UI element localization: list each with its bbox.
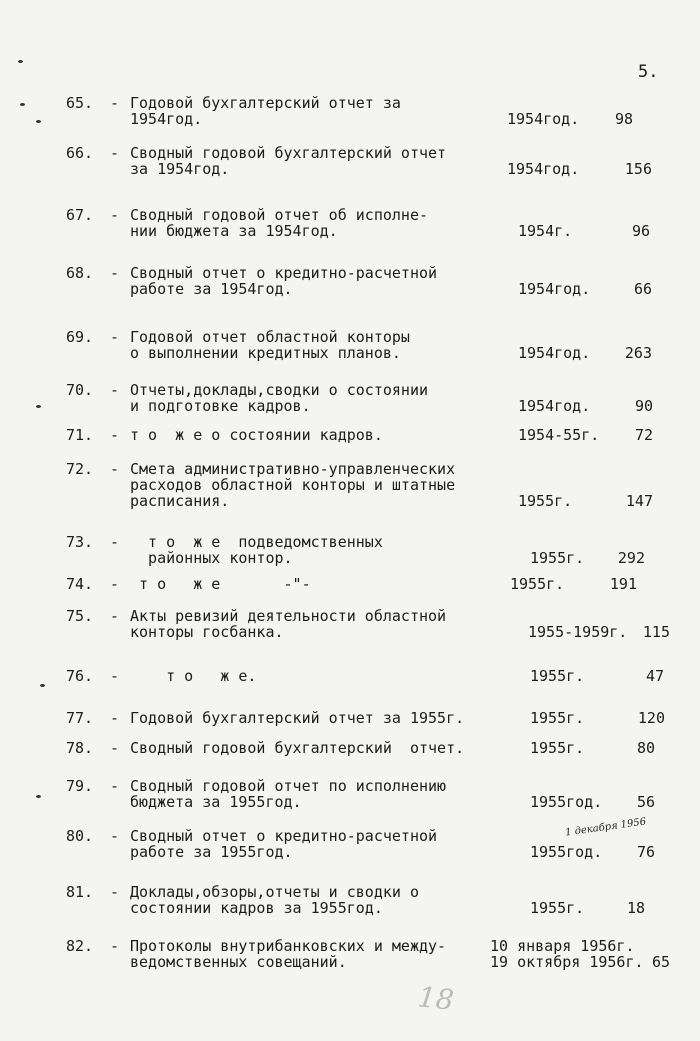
entry-sheet-count: 47 xyxy=(645,667,664,685)
entry-number: 70. xyxy=(66,381,94,399)
entry-dash: - xyxy=(110,667,120,685)
entry-description: Сводный годовой отчет по исполнению бюджета за 1955год. xyxy=(130,777,447,811)
entry-sheet-count: 292 xyxy=(617,549,645,567)
entry-number: 76. xyxy=(66,667,94,685)
entry-number: 69. xyxy=(66,328,94,346)
entry-sheet-count: 96 xyxy=(631,222,650,240)
entry-description: Сводный отчет о кредитно-расчетной работе за 1954год. xyxy=(130,264,438,298)
entry-date: 1954год. xyxy=(518,280,591,298)
entry-number: 78. xyxy=(66,739,94,757)
entry-number: 68. xyxy=(66,264,94,282)
entry-dash: - xyxy=(110,709,120,727)
entry-sheet-count: 80 xyxy=(636,739,655,757)
margin-speck xyxy=(18,60,23,63)
entry-date: 1955г. xyxy=(530,739,585,757)
entry-number: 67. xyxy=(66,206,94,224)
entry-dash: - xyxy=(110,777,120,795)
entry-description: Акты ревизий деятельности областной конторы госбанка. xyxy=(130,607,447,641)
entry-date: 1954г. xyxy=(518,222,573,240)
entry-number: 81. xyxy=(66,883,94,901)
entry-dash: - xyxy=(110,94,120,112)
entry-sheet-count: 115 xyxy=(642,623,670,641)
margin-speck xyxy=(40,684,45,687)
entry-number: 66. xyxy=(66,144,94,162)
entry-number: 80. xyxy=(66,827,94,845)
entry-date: 1954-55г. xyxy=(518,426,600,444)
entry-description: Сводный отчет о кредитно-расчетной работе за 1955год. xyxy=(130,827,438,861)
entry-dash: - xyxy=(110,328,120,346)
entry-dash: - xyxy=(110,883,120,901)
entry-sheet-count: 76 xyxy=(636,843,655,861)
entry-number: 71. xyxy=(66,426,94,444)
entry-date: 10 января 1956г. 19 октября 1956г. xyxy=(490,937,644,971)
entry-sheet-count: 263 xyxy=(624,344,652,362)
entry-number: 65. xyxy=(66,94,94,112)
entry-number: 73. xyxy=(66,533,94,551)
entry-date: 1955г. xyxy=(510,575,565,593)
margin-speck xyxy=(20,103,25,106)
entry-date: 1955г. xyxy=(530,667,585,685)
entry-date: 1954год. xyxy=(507,160,580,178)
handwritten-folio: 18 xyxy=(416,980,456,1017)
entry-dash: - xyxy=(110,381,120,399)
entry-dash: - xyxy=(110,937,120,955)
entry-date: 1955г. xyxy=(530,899,585,917)
entry-sheet-count: 65 xyxy=(651,953,670,971)
margin-speck xyxy=(36,795,41,798)
entry-sheet-count: 90 xyxy=(634,397,653,415)
entry-dash: - xyxy=(110,460,120,478)
entry-sheet-count: 98 xyxy=(614,110,633,128)
margin-speck xyxy=(36,405,41,408)
entry-description: Годовой отчет областной конторы о выполнении кредитных планов. xyxy=(130,328,410,362)
entry-description: Годовой бухгалтерский отчет за 1955г. xyxy=(130,709,465,727)
entry-description: т о ж е -"- xyxy=(130,575,311,593)
entry-dash: - xyxy=(110,264,120,282)
entry-description: т о ж е. xyxy=(130,667,257,685)
entry-sheet-count: 56 xyxy=(636,793,655,811)
entry-dash: - xyxy=(110,739,120,757)
entry-description: Отчеты,доклады,сводки о состоянии и подготовке кадров. xyxy=(130,381,429,415)
entry-dash: - xyxy=(110,533,120,551)
entry-description: Сводный годовой бухгалтерский отчет. xyxy=(130,739,465,757)
entry-sheet-count: 120 xyxy=(637,709,665,727)
entry-dash: - xyxy=(110,575,120,593)
entry-description: Смета административно-управленческих расходов областной конторы и штатные расписания. xyxy=(130,460,456,510)
entry-date: 1954год. xyxy=(518,344,591,362)
entry-dash: - xyxy=(110,426,120,444)
entry-dash: - xyxy=(110,827,120,845)
entry-number: 77. xyxy=(66,709,94,727)
entry-description: Сводный годовой бухгалтерский отчет за 1954год. xyxy=(130,144,447,178)
entry-sheet-count: 18 xyxy=(626,899,645,917)
entry-number: 79. xyxy=(66,777,94,795)
entry-date: 1954год. xyxy=(518,397,591,415)
entry-dash: - xyxy=(110,144,120,162)
page-number: 5. xyxy=(638,62,659,82)
entry-date: 1955г. xyxy=(518,492,573,510)
entry-number: 82. xyxy=(66,937,94,955)
entry-description: т о ж е о состоянии кадров. xyxy=(130,426,383,444)
entry-number: 74. xyxy=(66,575,94,593)
entry-dash: - xyxy=(110,206,120,224)
entry-sheet-count: 72 xyxy=(634,426,653,444)
entry-date: 1955год. xyxy=(530,793,603,811)
entry-date: 1955год. xyxy=(530,843,603,861)
entry-date: 1955-1959г. xyxy=(528,623,628,641)
entry-sheet-count: 66 xyxy=(633,280,652,298)
entry-dash: - xyxy=(110,607,120,625)
margin-speck xyxy=(36,120,41,123)
handwritten-annotation: 1 декабря 1956 xyxy=(564,816,647,839)
entry-description: Сводный годовой отчет об исполне- нии бюджета за 1954год. xyxy=(130,206,429,240)
entry-number: 75. xyxy=(66,607,94,625)
entry-sheet-count: 147 xyxy=(625,492,653,510)
entry-description: Протоколы внутрибанковских и между- ведомственных совещаний. xyxy=(130,937,447,971)
entry-sheet-count: 156 xyxy=(624,160,652,178)
entry-description: т о ж е подведомственных районных контор. xyxy=(148,533,383,567)
entry-date: 1955г. xyxy=(530,549,585,567)
entry-description: Доклады,обзоры,отчеты и сводки о состоянии кадров за 1955год. xyxy=(130,883,419,917)
entry-sheet-count: 191 xyxy=(609,575,637,593)
entry-number: 72. xyxy=(66,460,94,478)
entry-date: 1954год. xyxy=(507,110,580,128)
entry-description: Годовой бухгалтерский отчет за 1954год. xyxy=(130,94,401,128)
entry-date: 1955г. xyxy=(530,709,585,727)
